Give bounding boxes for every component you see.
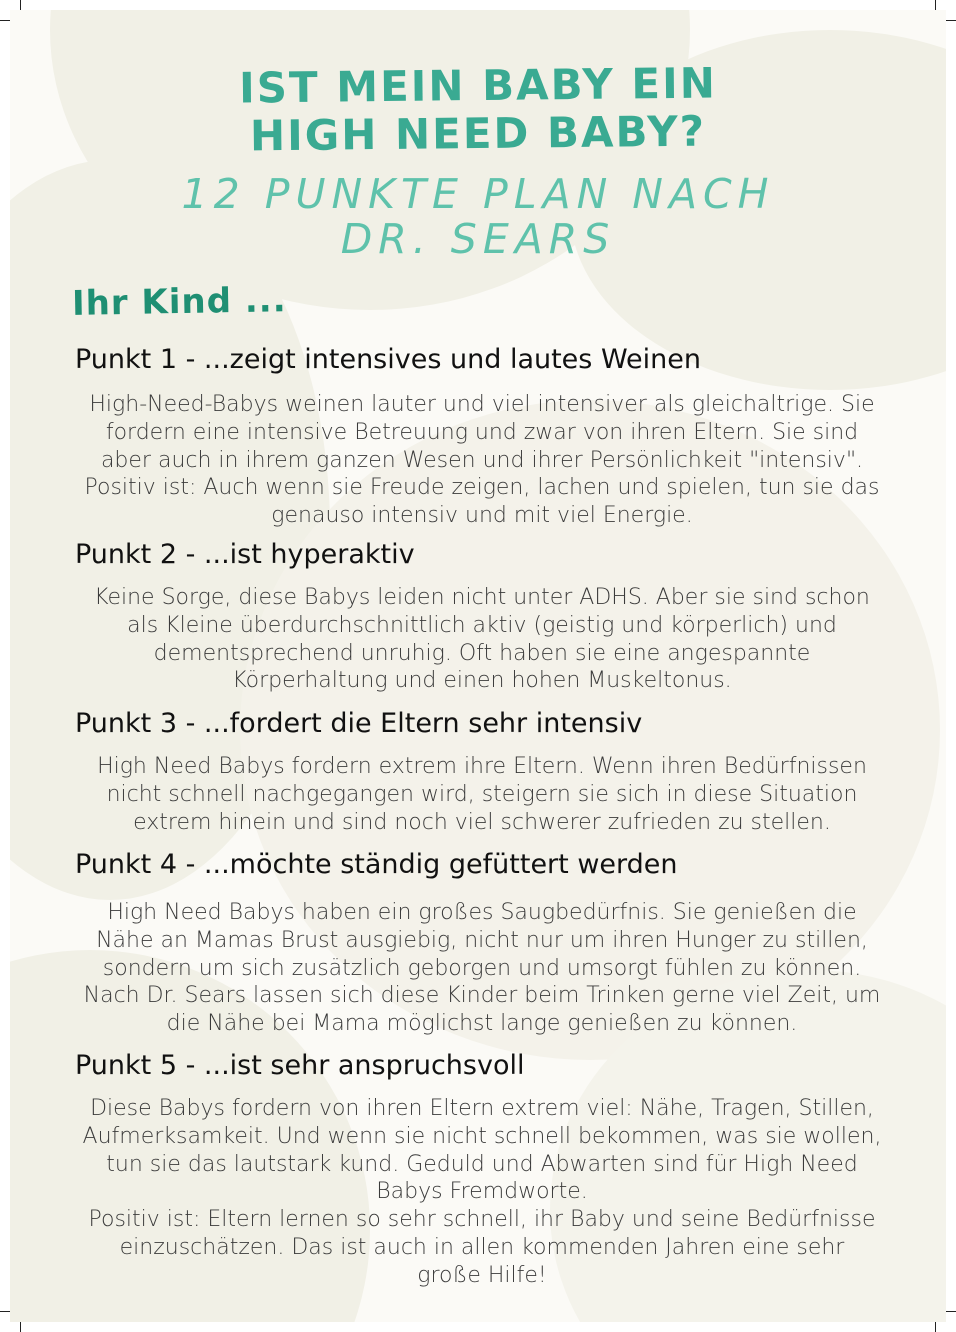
crop-mark (935, 0, 936, 10)
body-line: Babys Fremdworte. (376, 1179, 588, 1205)
body-line: große Hilfe! (417, 1262, 547, 1288)
body-line: dementsprechend unruhig. Oft haben sie eine angespannte (153, 640, 811, 666)
body-line: extrem hinein und sind noch viel schwerer zufrieden zu stellen. (133, 809, 831, 835)
body-line: Positiv ist: Auch wenn sie Freude zeigen, lachen und spielen, tun sie das (84, 475, 880, 501)
body-line: fordern eine intensive Betreuung und zwar von ihren Eltern. Sie sind (105, 419, 859, 445)
body-line: tun sie das lautstark kund. Geduld und Abwarten sind für High Need (106, 1151, 858, 1177)
point-body (60, 391, 904, 530)
body-line: Aufmerksamkeit. Und wenn sie nicht schnell bekommen, was sie wollen, (82, 1123, 882, 1149)
body-line: die Nähe bei Mama möglichst lange genießen zu können. (166, 1011, 798, 1037)
crop-mark (946, 1311, 956, 1312)
point-heading: Punkt 2 - ...ist hyperaktiv (75, 539, 415, 570)
subtitle-line-1: 12 PUNKTE PLAN NACH (181, 170, 775, 218)
body-line: High-Need-Babys weinen lauter und viel intensiver als gleichaltrige. Sie (89, 392, 875, 417)
crop-mark (0, 20, 10, 21)
body-line: Körperhaltung und einen hohen Muskeltonus. (232, 668, 732, 694)
body-line: sondern um sich zusätzlich geborgen und umsorgt fühlen zu können. (102, 955, 862, 981)
body-line: einzuschätzen. Das ist auch in allen kommenden Jahren eine sehr (119, 1234, 845, 1260)
crop-mark (20, 1322, 21, 1332)
body-line: als Kleine überdurchschnittlich aktiv (geistig und körperlich) und (127, 612, 837, 638)
point-heading: Punkt 3 - ...fordert die Eltern sehr intensiv (75, 708, 643, 739)
body-line: High Need Babys haben ein großes Saugbedürfnis. Sie genießen die (107, 900, 857, 925)
point-heading: Punkt 4 - ...möchte ständig gefüttert werden (75, 849, 678, 880)
point-body (60, 899, 904, 1038)
body-line: aber auch in ihrem ganzen Wesen und ihrer Persönlichkeit "intensiv". (100, 447, 864, 473)
point-body (60, 584, 904, 695)
page-title-line-2: HIGH NEED BABY? (249, 106, 707, 161)
crop-mark (935, 1322, 936, 1332)
body-line: High Need Babys fordern extrem ihre Eltern. Wenn ihren Bedürfnissen (97, 754, 867, 779)
body-line: Diese Babys fordern von ihren Eltern extrem viel: Nähe, Tragen, Stillen, (90, 1096, 874, 1121)
crop-mark (20, 0, 21, 10)
body-line: nicht schnell nachgegangen wird, steigern sie sich in diese Situation (106, 781, 858, 807)
body-line: Nach Dr. Sears lassen sich diese Kinder beim Trinken gerne viel Zeit, um (83, 983, 881, 1009)
body-line: genauso intensiv und mit viel Energie. (271, 503, 693, 529)
subtitle-line-2: DR. SEARS (340, 215, 616, 263)
page-title-line-1: IST MEIN BABY EIN (238, 58, 718, 113)
point-body (60, 753, 904, 836)
point-heading: Punkt 5 - ...ist sehr anspruchsvoll (75, 1050, 525, 1081)
body-line: Keine Sorge, diese Babys leiden nicht unter ADHS. Aber sie sind schon (94, 585, 870, 610)
point-body (60, 1095, 904, 1290)
body-line: Nähe an Mamas Brust ausgiebig, nicht nur um ihren Hunger zu stillen, (96, 927, 868, 953)
crop-mark (946, 20, 956, 21)
crop-mark (0, 1311, 10, 1312)
body-line: Positiv ist: Eltern lernen so sehr schnell, ihr Baby und seine Bedürfnisse (88, 1207, 876, 1233)
point-heading: Punkt 1 - ...zeigt intensives und lautes Weinen (75, 344, 702, 375)
intro-heading: Ihr Kind ... (71, 280, 287, 324)
